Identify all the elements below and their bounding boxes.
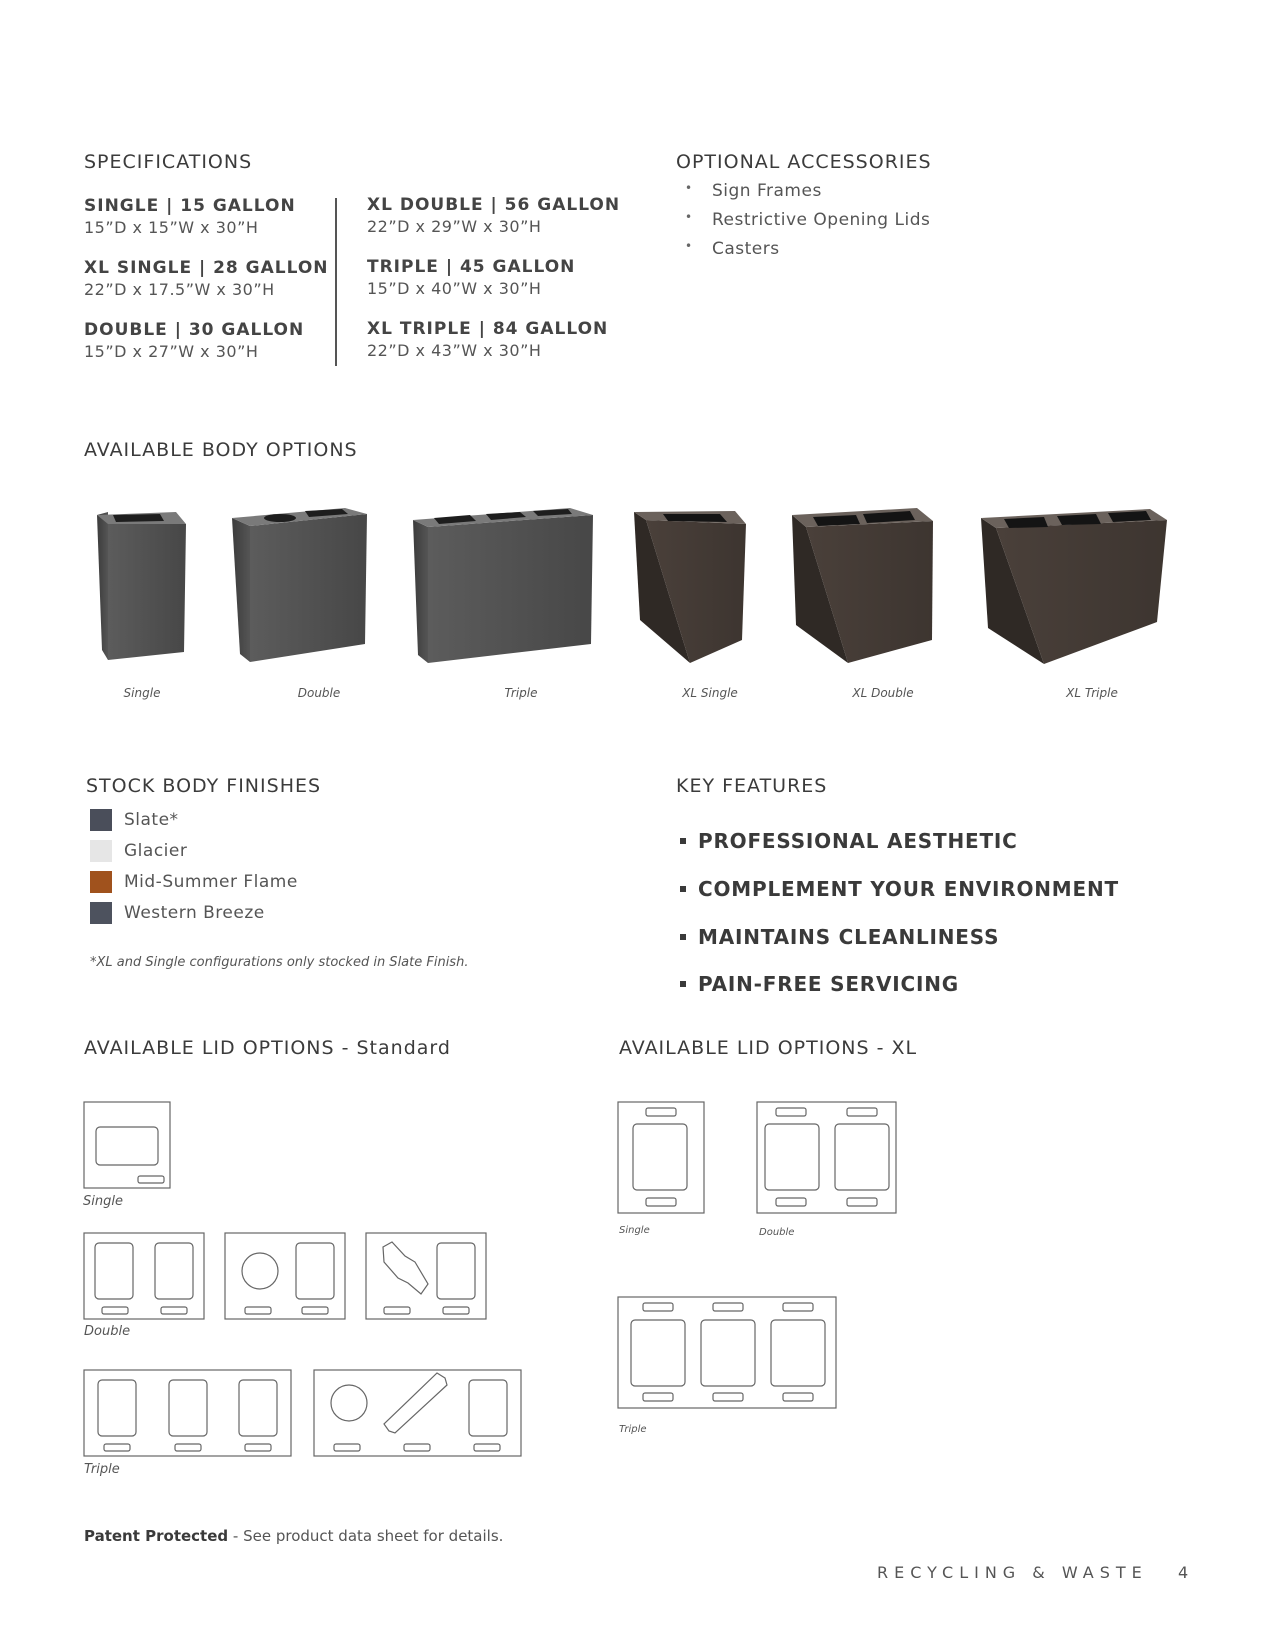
body-caption-single: Single: [123, 686, 161, 700]
spec-name: DOUBLE | 30 GALLON: [84, 320, 305, 340]
key-features-heading: KEY FEATURES: [676, 775, 828, 797]
accessories-heading: OPTIONAL ACCESSORIES: [676, 151, 932, 173]
feature-label: MAINTAINS CLEANLINESS: [698, 925, 1000, 949]
lid-standard-double-slot-diagram: [366, 1233, 486, 1319]
spec-dims: 22”D x 43”W x 30”H: [367, 341, 542, 360]
spec-dims: 22”D x 29”W x 30”H: [367, 217, 542, 236]
spec-dims: 22”D x 17.5”W x 30”H: [84, 280, 275, 299]
lid-caption-standard-single: Single: [83, 1194, 123, 1209]
bullet-icon: •: [685, 210, 693, 224]
body-caption-double: Double: [297, 686, 341, 700]
spec-name: SINGLE | 15 GALLON: [84, 196, 296, 216]
lid-xl-triple-diagram: [618, 1297, 836, 1408]
spec-name: XL DOUBLE | 56 GALLON: [367, 195, 621, 215]
lid-caption-standard-triple: Triple: [84, 1462, 120, 1477]
bullet-icon: •: [685, 181, 693, 195]
lid-standard-triple-diagram: [84, 1370, 291, 1456]
patent-note: [84, 1527, 503, 1545]
lid-caption-xl-double: Double: [759, 1227, 795, 1238]
feature-label: PROFESSIONAL AESTHETIC: [698, 829, 1018, 853]
lid-caption-xl-triple: Triple: [619, 1424, 647, 1435]
patent-label: Patent Protected: [84, 1527, 229, 1545]
body-caption-xl-triple: XL Triple: [1066, 686, 1118, 700]
lid-standard-double-round-diagram: [225, 1233, 345, 1319]
body-caption-xl-single: XL Single: [682, 686, 738, 700]
lid-standard-double-diagram: [84, 1233, 204, 1319]
accessory-label: Sign Frames: [712, 181, 822, 201]
accessory-label: Restrictive Opening Lids: [712, 210, 931, 230]
spec-dims: 15”D x 40”W x 30”H: [367, 279, 542, 298]
body-caption-xl-double: XL Double: [852, 686, 914, 700]
finish-label: Glacier: [124, 841, 188, 861]
finishes-heading: STOCK BODY FINISHES: [86, 775, 322, 797]
lid-xl-single-diagram: [618, 1102, 704, 1213]
body-caption-triple: Triple: [504, 686, 538, 700]
specifications-heading: SPECIFICATIONS: [84, 151, 253, 173]
spec-dims: 15”D x 27”W x 30”H: [84, 342, 259, 361]
feature-label: COMPLEMENT YOUR ENVIRONMENT: [698, 877, 1119, 901]
lid-caption-standard-double: Double: [84, 1324, 131, 1339]
lids-standard-heading: AVAILABLE LID OPTIONS - Standard: [84, 1037, 451, 1059]
lid-caption-xl-single: Single: [619, 1225, 650, 1236]
feature-label: PAIN-FREE SERVICING: [698, 972, 959, 996]
accessory-label: Casters: [712, 239, 780, 259]
bullet-icon: •: [685, 239, 693, 253]
body-options-heading: AVAILABLE BODY OPTIONS: [84, 439, 358, 461]
finish-label: Western Breeze: [124, 903, 265, 923]
spec-dims: 15”D x 15”W x 30”H: [84, 218, 259, 237]
finish-label: Slate*: [124, 810, 179, 830]
finishes-note: *XL and Single configurations only stocked in Slate Finish.: [90, 955, 469, 970]
lid-standard-triple-mixed-diagram: [314, 1370, 521, 1456]
page-number: 4: [1178, 1563, 1189, 1582]
lid-xl-double-diagram: [757, 1102, 896, 1213]
finish-label: Mid-Summer Flame: [124, 872, 298, 892]
lid-standard-single-diagram: [84, 1102, 170, 1188]
spec-name: XL SINGLE | 28 GALLON: [84, 258, 329, 278]
spec-name: TRIPLE | 45 GALLON: [367, 257, 576, 277]
spec-name: XL TRIPLE | 84 GALLON: [367, 319, 609, 339]
patent-text: - See product data sheet for details.: [228, 1527, 504, 1545]
lids-xl-heading: AVAILABLE LID OPTIONS - XL: [619, 1037, 918, 1059]
footer-section: RECYCLING & WASTE: [877, 1563, 1148, 1582]
